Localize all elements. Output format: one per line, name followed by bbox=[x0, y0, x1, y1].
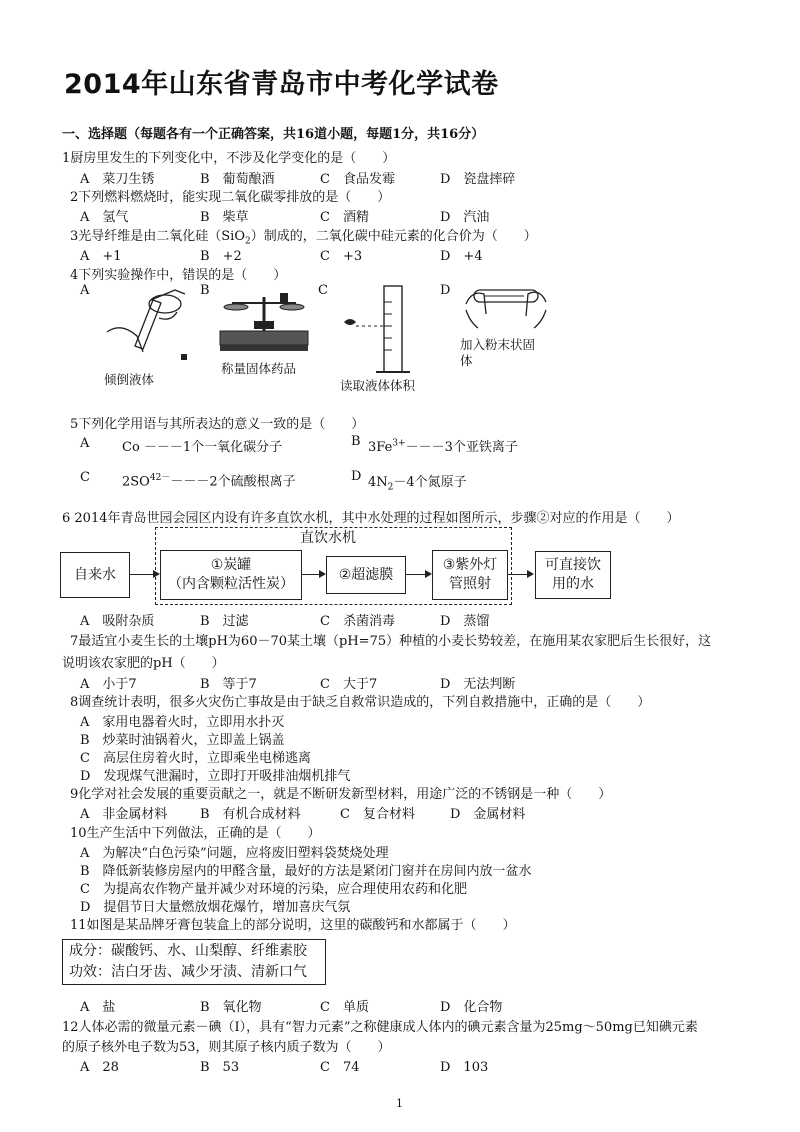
question-8: 8调查统计表明，很多火灾伤亡事故是由于缺乏自救常识造成的，下列自救措施中，正确的是（ ） bbox=[70, 695, 651, 710]
q7-option-c: C 大于7 bbox=[320, 677, 378, 692]
q1-option-a: A 菜刀生锈 bbox=[80, 172, 155, 187]
question-7: 7最适宜小麦生长的土壤pH为60－70某土壤（pH=75）种植的小麦长势较差，在施用某农家肥后生长很好，这 bbox=[70, 634, 712, 649]
section-heading: 一、选择题（每题各有一个正确答案，共16道小题，每题1分，共16分） bbox=[62, 127, 485, 142]
q5-option-b: $3Fe^{3+}---3$个亚铁离子 bbox=[368, 438, 518, 455]
q5-option-c-label: C bbox=[80, 470, 90, 485]
q5-option-d-label: D bbox=[351, 469, 362, 484]
page-number: 1 bbox=[396, 1097, 403, 1110]
water-machine-label: 直饮水机 bbox=[300, 530, 356, 546]
caption-pouring-liquid: 倾倒液体 bbox=[104, 372, 155, 387]
q5-option-a-label: A bbox=[80, 436, 90, 451]
question-4: 4下列实验操作中，错误的是（ ） bbox=[70, 268, 287, 283]
q6-option-c: C 杀菌消毒 bbox=[320, 614, 395, 629]
question-7-cont: 说明该农家肥的pH（ ） bbox=[62, 656, 225, 671]
q11-option-d: D 化合物 bbox=[440, 1000, 503, 1015]
q8-option-d: D 发现煤气泄漏时，立即打开吸排油烟机排气 bbox=[80, 769, 351, 784]
caption-reading-volume: 读取液体体积 bbox=[340, 378, 416, 393]
caption-adding-powder: 加入粉末状固体 bbox=[460, 337, 536, 368]
q12-option-b: B 53 bbox=[200, 1060, 240, 1075]
q1-option-c: C 食品发霉 bbox=[320, 172, 395, 187]
q10-option-d: D 提倡节日大量燃放烟花爆竹，增加喜庆气氛 bbox=[80, 900, 351, 915]
q8-option-c: C 高层住房着火时，立即乘坐电梯逃离 bbox=[80, 751, 311, 766]
question-3: 3光导纤维是由二氧化硅（SiO$_2$）制成的，二氧化碳中硅元素的化合价为（ ） bbox=[70, 229, 537, 247]
q4-option-d: D bbox=[440, 283, 451, 298]
graduated-cylinder-illustration bbox=[338, 282, 438, 374]
question-12: 12人体必需的微量元素－碘（I），具有“智力元素”之称健康成人体内的碘元素含量为25mg～50mg已知碘元素 bbox=[62, 1020, 698, 1035]
q2-option-d: D 汽油 bbox=[440, 210, 490, 225]
question-1: 1厨房里发生的下列变化中，不涉及化学变化的是（ ） bbox=[62, 151, 396, 166]
question-5: 5下列化学用语与其所表达的意义一致的是（ ） bbox=[70, 417, 365, 432]
pouring-liquid-illustration bbox=[95, 282, 205, 370]
q11-option-c: C 单质 bbox=[320, 1000, 369, 1015]
q2-option-c: C 酒精 bbox=[320, 210, 369, 225]
q8-option-b: B 炒菜时油锅着火，立即盖上锅盖 bbox=[80, 733, 285, 748]
q1-option-d: D 瓷盘摔碎 bbox=[440, 172, 516, 187]
q8-option-a: A 家用电器着火时，立即用水扑灭 bbox=[80, 715, 285, 730]
q3-option-b: B +2 bbox=[200, 249, 242, 264]
ingredients-line: 成分：碳酸钙、水、山梨醇、纤维素胶 bbox=[69, 943, 307, 959]
q5-option-d: $4N_2-4$个氮原子 bbox=[368, 475, 467, 493]
q6-option-b: B 过滤 bbox=[200, 614, 249, 629]
q10-option-b: B 降低新装修房屋内的甲醛含量，最好的方法是紧闭门窗并在房间内放一盆水 bbox=[80, 864, 532, 879]
q4-option-c: C bbox=[318, 283, 328, 298]
q7-option-a: A 小于7 bbox=[80, 677, 137, 692]
tap-water-box: 自来水 bbox=[60, 552, 130, 598]
page-title: 2014年山东省青岛市中考化学试卷 bbox=[64, 69, 499, 100]
q3-option-d: D +4 bbox=[440, 249, 483, 264]
question-6: 6 2014年青岛世园会园区内设有许多直饮水机，其中水处理的过程如图所示，步骤②对应的作用是（ ） bbox=[62, 511, 680, 526]
q7-option-b: B 等于7 bbox=[200, 677, 257, 692]
flow-arrow bbox=[302, 574, 324, 575]
caption-weighing-solid: 称量固体药品 bbox=[221, 361, 297, 376]
q5-option-b-label: B bbox=[351, 434, 361, 449]
q4-option-b: B bbox=[200, 283, 210, 298]
flow-arrow bbox=[130, 574, 158, 575]
q7-option-d: D 无法判断 bbox=[440, 677, 516, 692]
q3-option-c: C +3 bbox=[320, 249, 363, 264]
drinkable-water-box: 可直接饮 用的水 bbox=[535, 551, 611, 599]
q5-option-a: Co －－－1个一氧化碳分子 bbox=[122, 440, 283, 455]
q10-option-c: C 为提高农作物产量并减少对环境的污染，应合理使用农药和化肥 bbox=[80, 882, 467, 897]
question-2: 2下列燃料燃烧时，能实现二氧化碳零排放的是（ ） bbox=[70, 190, 391, 205]
flow-arrow bbox=[508, 574, 532, 575]
q11-option-b: B 氧化物 bbox=[200, 1000, 262, 1015]
q6-option-d: D 蒸馏 bbox=[440, 614, 490, 629]
effects-line: 功效：洁白牙齿、减少牙渍、清新口气 bbox=[69, 964, 307, 980]
q1-option-b: B 葡萄酿酒 bbox=[200, 172, 275, 187]
q10-option-a: A 为解决“白色污染”问题，应将废旧塑料袋焚烧处理 bbox=[80, 846, 389, 861]
q4-option-a: A bbox=[80, 283, 90, 298]
q12-option-a: A 28 bbox=[80, 1060, 119, 1075]
q3-option-a: A +1 bbox=[80, 249, 122, 264]
q11-option-a: A 盐 bbox=[80, 1000, 116, 1015]
q9-option-b: B 有机合成材料 bbox=[200, 807, 301, 822]
question-9: 9化学对社会发展的重要贡献之一，就是不断研发新型材料，用途广泛的不锈钢是一种（ ） bbox=[70, 787, 612, 802]
q9-option-d: D 金属材料 bbox=[450, 807, 526, 822]
flow-arrow bbox=[406, 574, 430, 575]
question-11: 11如图是某品牌牙膏包装盒上的部分说明，这里的碳酸钙和水都属于（ ） bbox=[70, 918, 516, 933]
ultrafiltration-box: ②超滤膜 bbox=[326, 556, 406, 594]
q9-option-c: C 复合材料 bbox=[340, 807, 415, 822]
carbon-filter-box: ①炭罐 （内含颗粒活性炭） bbox=[160, 550, 302, 600]
q6-option-a: A 吸附杂质 bbox=[80, 614, 155, 629]
question-10: 10生产生活中下列做法，正确的是（ ） bbox=[70, 826, 321, 841]
q2-option-b: B 柴草 bbox=[200, 210, 249, 225]
adding-powder-illustration bbox=[460, 280, 552, 336]
q9-option-a: A 非金属材料 bbox=[80, 807, 168, 822]
q12-option-d: D 103 bbox=[440, 1060, 489, 1075]
q12-option-c: C 74 bbox=[320, 1060, 360, 1075]
balance-scale-illustration bbox=[214, 285, 314, 355]
uv-lamp-box: ③紫外灯 管照射 bbox=[432, 550, 508, 600]
toothpaste-label-box bbox=[62, 939, 326, 985]
question-12-cont: 的原子核外电子数为53，则其原子核内质子数为（ ） bbox=[62, 1040, 391, 1055]
q2-option-a: A 氢气 bbox=[80, 210, 129, 225]
q5-option-c: $2SO^{42-}---2$个硫酸根离子 bbox=[122, 473, 296, 490]
